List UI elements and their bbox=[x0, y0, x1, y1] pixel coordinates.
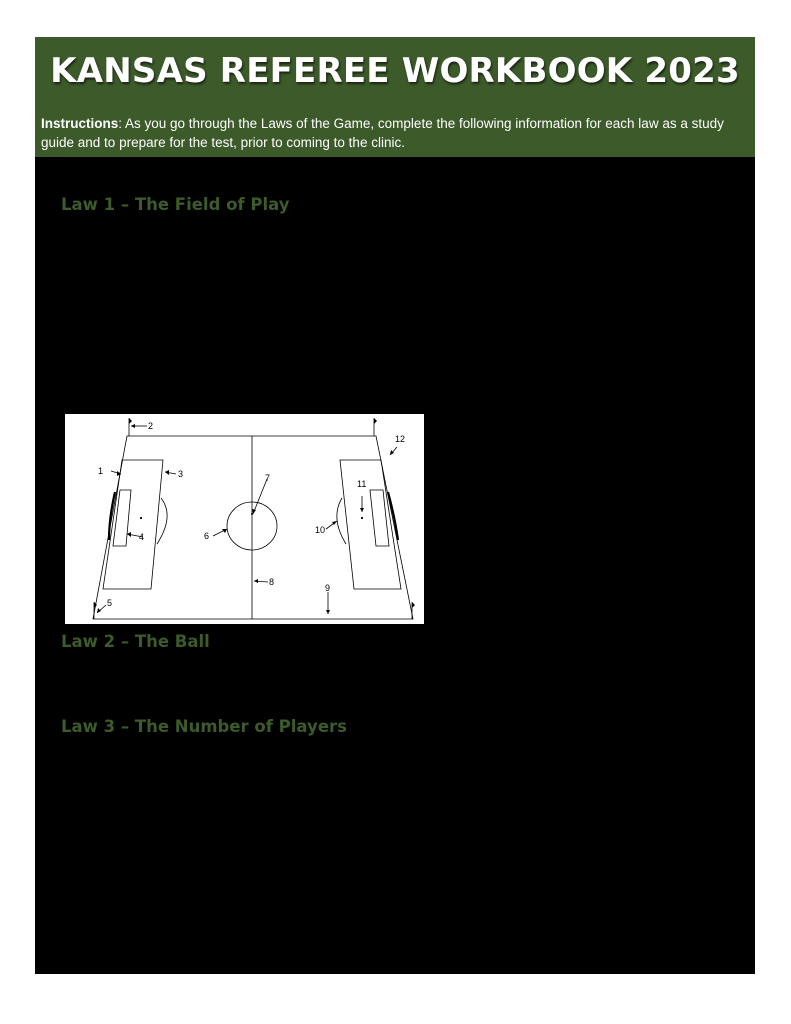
left-penalty-mark bbox=[140, 517, 142, 519]
field-label: 10 bbox=[315, 525, 326, 535]
law-2-heading: Law 2 – The Ball bbox=[61, 632, 210, 651]
field-label: 4 bbox=[139, 532, 145, 542]
field-label: 1 bbox=[98, 466, 104, 476]
right-penalty-mark bbox=[361, 517, 363, 519]
field-label: 11 bbox=[357, 479, 367, 489]
workbook-page bbox=[35, 37, 755, 974]
field-boundary bbox=[93, 436, 413, 619]
right-penalty-area bbox=[340, 460, 401, 589]
instructions bbox=[41, 114, 749, 152]
field-label: 3 bbox=[178, 469, 184, 479]
field-label: 12 bbox=[395, 434, 406, 444]
field-label: 9 bbox=[325, 583, 331, 593]
field-label: 8 bbox=[269, 577, 275, 587]
field-label: 5 bbox=[107, 598, 113, 608]
field-label: 7 bbox=[265, 473, 271, 483]
center-mark bbox=[251, 513, 253, 515]
field-label: 2 bbox=[148, 421, 154, 431]
law-1-heading: Law 1 – The Field of Play bbox=[61, 195, 290, 214]
instructions-label: Instructions bbox=[41, 116, 119, 131]
instructions-text: : As you go through the Laws of the Game, complete the following information for each law as a study guide and to prepare for the test, prior to coming to the clinic. bbox=[41, 116, 724, 150]
field-diagram-svg bbox=[65, 414, 424, 624]
field-of-play-diagram bbox=[65, 414, 424, 624]
right-goal-area bbox=[370, 490, 389, 546]
field-label: 6 bbox=[204, 531, 210, 541]
header-banner bbox=[35, 37, 755, 157]
page-title: KANSAS REFEREE WORKBOOK 2023 bbox=[50, 51, 740, 91]
law-3-heading: Law 3 – The Number of Players bbox=[61, 717, 347, 736]
left-penalty-area bbox=[103, 460, 163, 589]
